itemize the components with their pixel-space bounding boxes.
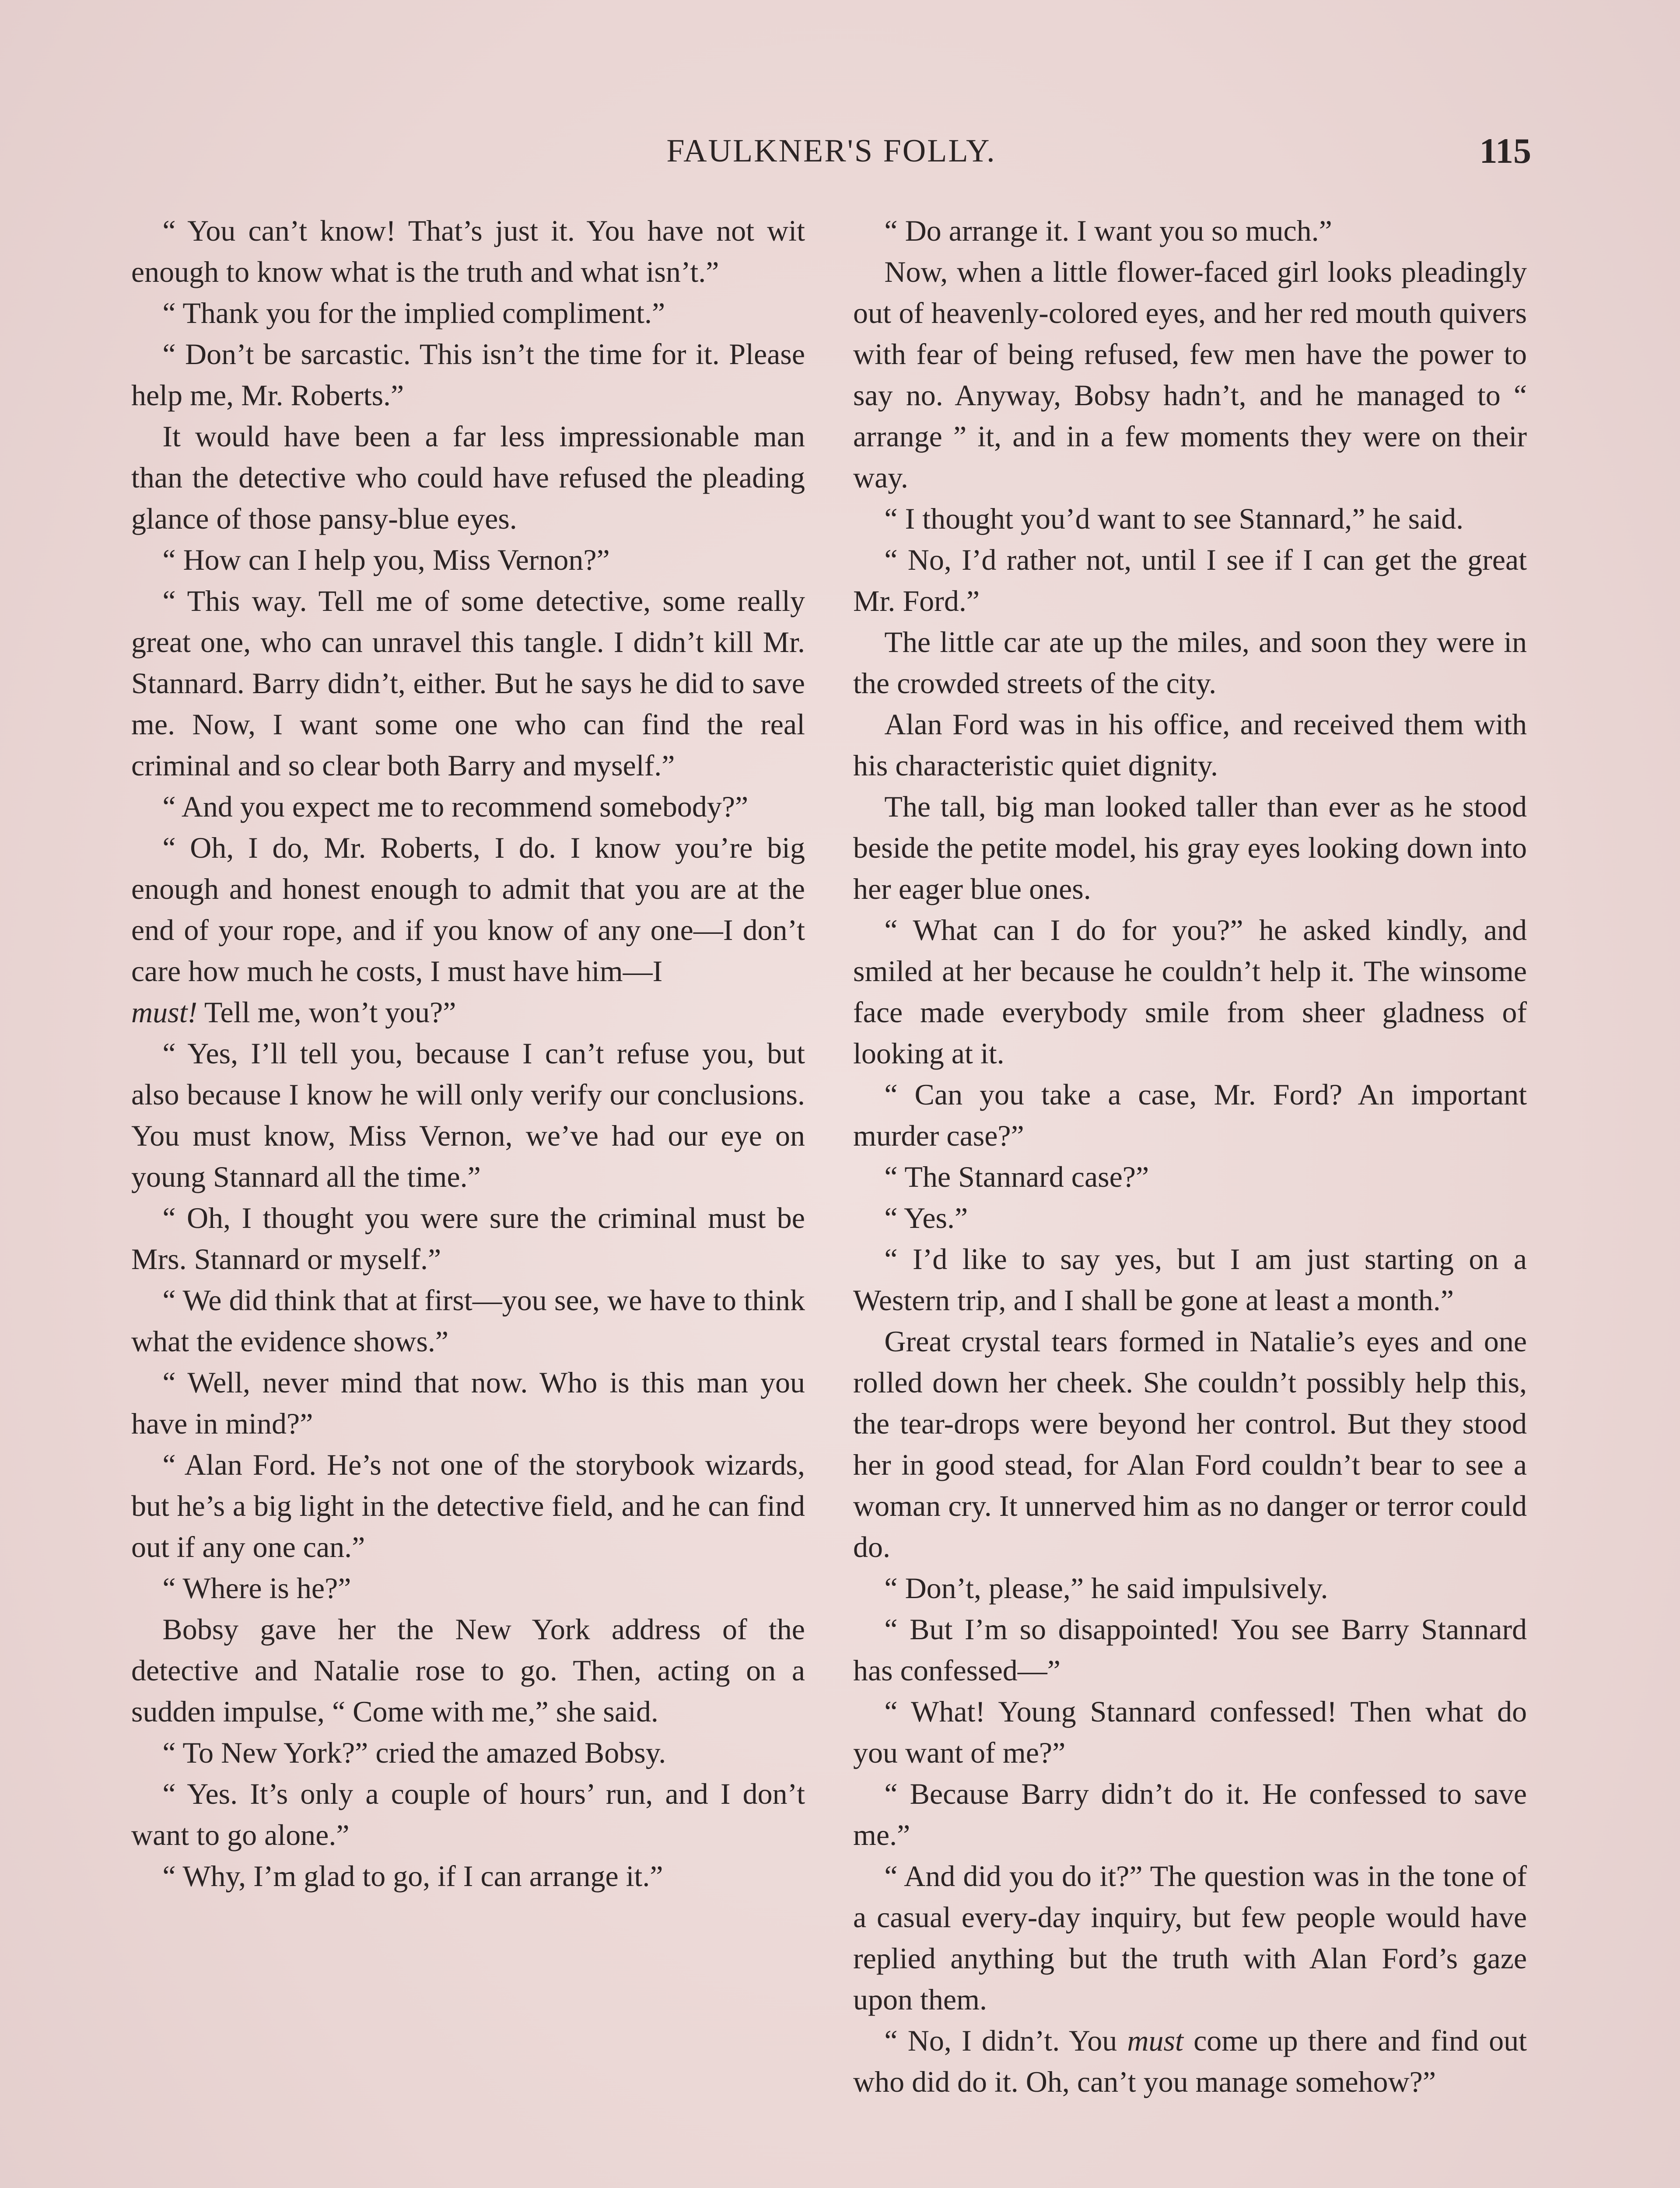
paragraph: “ And you expect me to recommend somebody?” bbox=[162, 790, 749, 823]
paragraph: “ Because Barry didn’t do it. He confessed to save me.” bbox=[853, 1777, 1527, 1851]
paragraph-text: come up there and find out who did do it. Oh, can’t you manage somehow?” bbox=[853, 2024, 1527, 2098]
paragraph: “ Oh, I do, Mr. Roberts, I do. I know you’re big enough and honest enough to admit that you are at the end of your rope, and if you know of any one—I don’t care how much he costs, I must have him—I bbox=[131, 831, 805, 988]
paragraph: “ Oh, I thought you were sure the criminal must be Mrs. Stannard or myself.” bbox=[131, 1201, 805, 1276]
paragraph: “ And did you do it?” The question was in the tone of a casual every-day inquiry, but few people would have replied anything but the truth with Alan Ford’s gaze upon them. bbox=[853, 1859, 1527, 2016]
paragraph: “ Do arrange it. I want you so much.” bbox=[884, 214, 1332, 247]
paragraph: “ I thought you’d want to see Stannard,” he said. bbox=[884, 502, 1464, 535]
paragraph: “ We did think that at first—you see, we have to think what the evidence shows.” bbox=[131, 1283, 805, 1358]
paragraph: “ But I’m so disappointed! You see Barry Stannard has confessed—” bbox=[853, 1613, 1527, 1687]
paragraph: Now, when a little flower-faced girl looks pleadingly out of heavenly-colored eyes, and her red mouth quivers with fear of being refused, few men have the power to say no. Anyway, Bobsy hadn’t, and he managed to “ arrange ” it, and in a few moments they were on their way. bbox=[853, 255, 1527, 494]
paragraph-continuation bbox=[131, 992, 805, 1033]
paragraph: Bobsy gave her the New York address of the detective and Natalie rose to go. Then, acting on a sudden impulse, “ Come with me,” she said. bbox=[131, 1613, 805, 1728]
paragraph bbox=[853, 2020, 1527, 2102]
right-column bbox=[853, 210, 1527, 2102]
paragraph: “ Where is he?” bbox=[162, 1571, 351, 1605]
paragraph: “ Alan Ford. He’s not one of the storybook wizards, but he’s a big light in the detective field, and he can find out if any one can.” bbox=[131, 1448, 805, 1564]
paragraph: “ Don’t be sarcastic. This isn’t the time for it. Please help me, Mr. Roberts.” bbox=[131, 337, 805, 412]
emphasis-text: must bbox=[1127, 2024, 1183, 2057]
paragraph: “ What! Young Stannard confessed! Then what do you want of me?” bbox=[853, 1695, 1527, 1769]
paragraph: The little car ate up the miles, and soon they were in the crowded streets of the city. bbox=[853, 625, 1527, 700]
paragraph: “ How can I help you, Miss Vernon?” bbox=[162, 543, 610, 576]
paragraph: The tall, big man looked taller than ever as he stood beside the petite model, his gray eyes looking down into her eager blue ones. bbox=[853, 790, 1527, 905]
paragraph: “ The Stannard case?” bbox=[884, 1160, 1149, 1193]
paragraph: “ Thank you for the implied compliment.” bbox=[162, 296, 665, 330]
paragraph: It would have been a far less impressionable man than the detective who could have refused the pleading glance of those pansy-blue eyes. bbox=[131, 420, 805, 535]
paragraph: “ What can I do for you?” he asked kindly, and smiled at her because he couldn’t help it. The winsome face made everybody smile from sheer gladness of looking at it. bbox=[853, 913, 1527, 1070]
paragraph: “ Well, never mind that now. Who is this man you have in mind?” bbox=[131, 1366, 805, 1440]
paragraph: “ Don’t, please,” he said impulsively. bbox=[884, 1571, 1328, 1605]
paragraph: Great crystal tears formed in Natalie’s eyes and one rolled down her cheek. She couldn’t possibly help this, the tear-drops were beyond her control. But they stood her in good stead, for Alan Ford couldn’t bear to see a woman cry. It unnerved him as no danger or terror could do. bbox=[853, 1325, 1527, 1564]
paragraph: “ You can’t know! That’s just it. You have not wit enough to know what is the truth and what isn’t.” bbox=[131, 214, 805, 288]
paragraph: Alan Ford was in his office, and received them with his characteristic quiet dignity. bbox=[853, 708, 1527, 782]
paragraph: “ Why, I’m glad to go, if I can arrange it.” bbox=[162, 1859, 663, 1893]
emphasis-text: must! bbox=[131, 996, 198, 1029]
paragraph: “ No, I’d rather not, until I see if I can get the great Mr. Ford.” bbox=[853, 543, 1527, 617]
paragraph: “ This way. Tell me of some detective, some really great one, who can unravel this tangle. I didn’t kill Mr. Stannard. Barry didn’t, either. But he says he did to save me. Now, I want some one who can find the real criminal and so clear both Barry and myself.” bbox=[131, 584, 805, 782]
paragraph: “ I’d like to say yes, but I am just starting on a Western trip, and I shall be gone at least a month.” bbox=[853, 1242, 1527, 1317]
left-column bbox=[131, 210, 805, 1897]
page-number: 115 bbox=[1479, 131, 1531, 171]
paragraph: “ Yes.” bbox=[884, 1201, 968, 1234]
running-title: FAULKNER'S FOLLY. bbox=[666, 133, 996, 169]
running-head bbox=[131, 127, 1531, 175]
paragraph-text: “ No, I didn’t. You bbox=[884, 2024, 1127, 2057]
paragraph: “ To New York?” cried the amazed Bobsy. bbox=[162, 1736, 666, 1769]
paragraph: “ Yes. It’s only a couple of hours’ run, and I don’t want to go alone.” bbox=[131, 1777, 805, 1851]
paragraph: “ Can you take a case, Mr. Ford? An important murder case?” bbox=[853, 1078, 1527, 1152]
paragraph-text: Tell me, won’t you?” bbox=[197, 996, 456, 1029]
paragraph: “ Yes, I’ll tell you, because I can’t refuse you, but also because I know he will only verify our conclusions. You must know, Miss Vernon, we’ve had our eye on young Stannard all the time.” bbox=[131, 1037, 805, 1193]
